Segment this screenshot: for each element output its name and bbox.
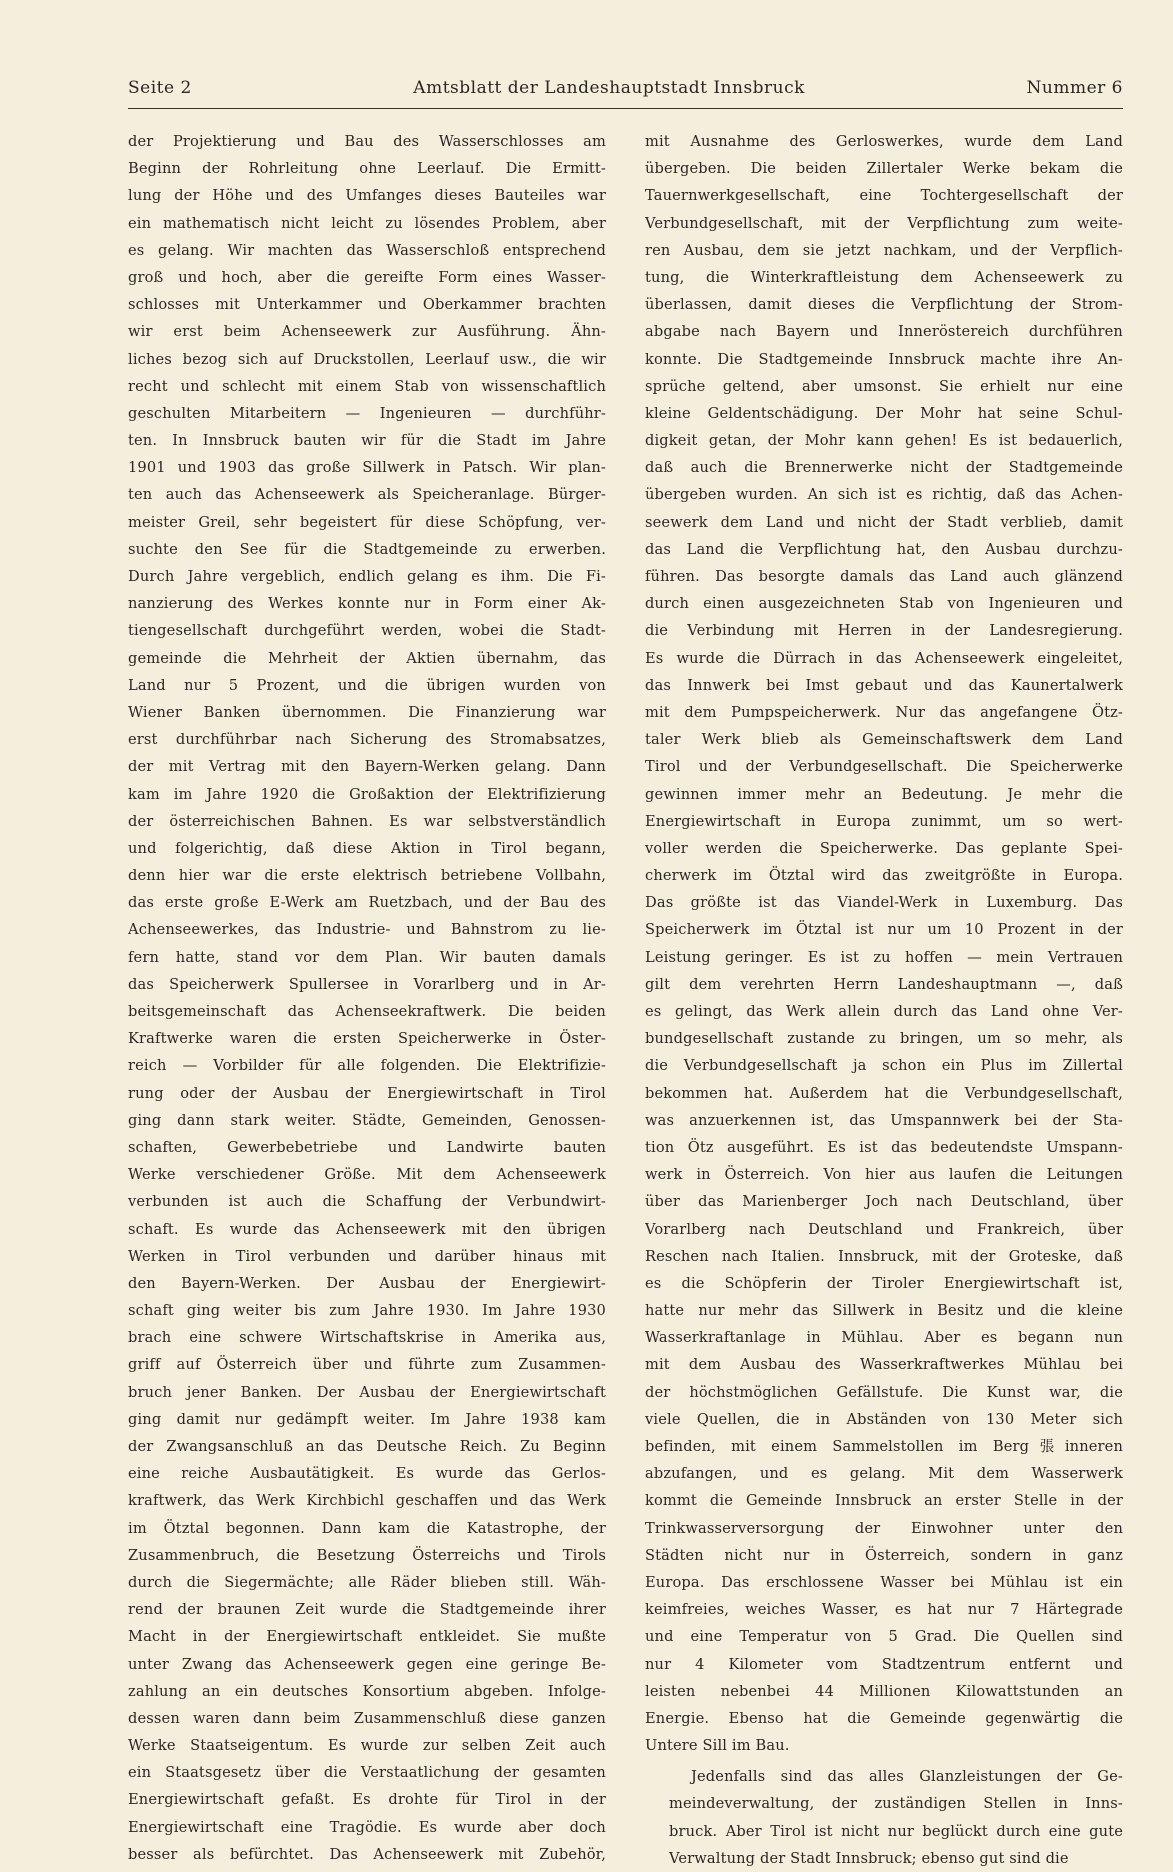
text-line: beitsgemeinschaft das Achenseekraftwerk. Die beiden: [128, 1003, 606, 1020]
text-line: abzufangen, und es gelang. Mit dem Wasserwerk: [645, 1465, 1123, 1483]
text-line: groß und hoch, aber die gereifte Form eines Wasser-: [128, 268, 606, 286]
text-line: wir erst beim Achenseewerk zur Ausführung. Ähn-: [128, 323, 606, 341]
text-line: der mit Vertrag mit den Bayern-Werken gelang. Dann: [128, 758, 606, 776]
text-line: die Verbindung mit Herren in der Landesregierung.: [645, 622, 1123, 640]
text-line: die Verbundgesellschaft ja schon ein Plus im Zillertal: [645, 1057, 1123, 1075]
text-line: das Speicherwerk Spullersee in Vorarlberg und in Ar-: [128, 975, 606, 993]
text-line: Werken in Tirol verbunden und darüber hinaus mit: [128, 1247, 606, 1265]
text-line: nur 4 Kilometer vom Stadtzentrum entfernt und: [645, 1655, 1123, 1673]
text-line: das erste große E-Werk am Ruetzbach, und der Bau des: [128, 894, 606, 912]
text-line: verbunden ist auch die Schaffung der Verbundwirt-: [128, 1193, 606, 1211]
text-line: mit Ausnahme des Gerloswerkes, wurde dem Land: [645, 133, 1123, 150]
text-line: und eine Temperatur von 5 Grad. Die Quellen sind: [645, 1628, 1123, 1646]
text-line: unter Zwang das Achenseewerk gegen eine geringe Be-: [128, 1655, 606, 1673]
text-line: das Innwerk bei Imst gebaut und das Kaunertalwerk: [645, 676, 1123, 694]
text-line: Macht in der Energiewirtschaft entkleidet. Sie mußte: [128, 1628, 606, 1646]
text-line: sprüche geltend, aber umsonst. Sie erhielt nur eine: [645, 377, 1123, 395]
text-line: es gelingt, das Werk allein durch das Land ohne Ver-: [645, 1003, 1123, 1020]
text-line: Speicherwerk im Ötztal ist nur um 10 Prozent in der: [645, 921, 1123, 939]
text-line: Verwaltung der Stadt Innsbruck; ebenso gut sind die: [669, 1849, 1069, 1867]
header-rule: [128, 108, 1123, 109]
text-line: den Bayern-Werken. Der Ausbau der Energiewirt-: [128, 1274, 606, 1292]
text-line: Städten nicht nur in Österreich, sondern in ganz: [645, 1546, 1123, 1564]
text-line: reich — Vorbilder für alle folgenden. Die Elektrifizie-: [128, 1057, 606, 1075]
text-line: gilt dem verehrten Herrn Landeshauptmann —, daß: [645, 975, 1123, 993]
text-line: Werke verschiedener Größe. Mit dem Achenseewerk: [128, 1166, 606, 1184]
text-line: Tauernwerkgesellschaft, eine Tochtergesellschaft der: [645, 187, 1123, 205]
text-line: Vorarlberg nach Deutschland und Frankreich, über: [645, 1220, 1123, 1238]
text-line: das Land die Verpflichtung hat, den Ausbau durchzu-: [645, 540, 1123, 558]
text-line: gewinnen immer mehr an Bedeutung. Je mehr die: [645, 785, 1123, 803]
text-line: ten. In Innsbruck bauten wir für die Stadt im Jahre: [128, 432, 606, 450]
text-line: schlosses mit Unterkammer und Oberkammer brachten: [128, 296, 606, 314]
text-line: Untere Sill im Bau.: [645, 1737, 790, 1755]
text-line: Durch Jahre vergeblich, endlich gelang es ihm. Die Fi-: [128, 568, 606, 585]
text-line: digkeit getan, der Mohr kann gehen! Es ist bedauerlich,: [645, 432, 1123, 450]
text-line: Energiewirtschaft eine Tragödie. Es wurde aber doch: [128, 1818, 606, 1836]
text-line: Wiener Banken übernommen. Die Finanzierung war: [128, 703, 606, 721]
text-line: zahlung an ein deutsches Konsortium abgeben. Infolge-: [128, 1682, 606, 1700]
text-line: kommt die Gemeinde Innsbruck an erster Stelle in der: [645, 1492, 1123, 1510]
text-line: griff auf Österreich über und führte zum Zusammen-: [128, 1356, 606, 1374]
text-line: Verbundgesellschaft, mit der Verpflichtung zum weite-: [645, 214, 1123, 232]
text-line: ging dann stark weiter. Städte, Gemeinden, Genossen-: [128, 1111, 606, 1129]
text-line: hatte nur mehr das Sillwerk in Besitz und die kleine: [645, 1302, 1123, 1320]
text-line: keimfreies, weiches Wasser, es hat nur 7 Härtegrade: [645, 1601, 1123, 1619]
text-line: der Zwangsanschluß an das Deutsche Reich. Zu Beginn: [128, 1438, 606, 1455]
text-line: schaft. Es wurde das Achenseewerk mit den übrigen: [128, 1220, 606, 1238]
text-line: bruch jener Banken. Der Ausbau der Energiewirtschaft: [128, 1383, 606, 1401]
text-line: kraftwerk, das Werk Kirchbichl geschaffen und das Werk: [128, 1492, 606, 1510]
text-line: ren Ausbau, dem sie jetzt nachkam, und der Verpflich-: [645, 241, 1123, 259]
text-line: befinden, mit einem Sammelstollen im Berg張inneren: [645, 1438, 1123, 1455]
text-line: ein mathematisch nicht leicht zu lösendes Problem, aber: [128, 214, 606, 232]
text-line: denn hier war die erste elektrisch betriebene Vollbahn,: [128, 867, 606, 885]
text-line: ging damit nur gedämpft weiter. Im Jahre 1938 kam: [128, 1410, 606, 1428]
text-line: 1901 und 1903 das große Sillwerk in Patsch. Wir plan-: [128, 459, 606, 477]
text-line: überlassen, damit dieses die Verpflichtung der Strom-: [645, 296, 1123, 314]
text-line: mit dem Pumpspeicherwerk. Nur das angefangene Ötz-: [645, 703, 1123, 721]
text-line: es gelang. Wir machten das Wasserschloß entsprechend: [128, 241, 606, 259]
text-line: erst durchführbar nach Sicherung des Stromabsatzes,: [128, 731, 606, 749]
text-line: rung oder der Ausbau der Energiewirtschaft in Tirol: [128, 1084, 606, 1102]
text-line: tiengesellschaft durchgeführt werden, wobei die Stadt-: [128, 622, 606, 640]
text-line: daß auch die Brennerwerke nicht der Stadtgemeinde: [645, 459, 1123, 477]
text-line: bruck. Aber Tirol ist nicht nur beglückt durch eine gute: [669, 1822, 1123, 1840]
page-number: Seite 2: [128, 78, 192, 98]
text-line: im Ötztal begonnen. Dann kam die Katastrophe, der: [128, 1519, 606, 1537]
left-column: [128, 128, 606, 1868]
text-line: es die Schöpferin der Tiroler Energiewirtschaft ist,: [645, 1274, 1123, 1292]
text-line: leisten nebenbei 44 Millionen Kilowattstunden an: [645, 1682, 1123, 1700]
text-line: recht und schlecht mit einem Stab von wissenschaftlich: [128, 377, 606, 395]
text-line: kleine Geldentschädigung. Der Mohr hat seine Schul-: [645, 404, 1123, 422]
text-line: geschulten Mitarbeitern — Ingenieuren — durchführ-: [128, 404, 606, 422]
text-line: durch die Siegermächte; alle Räder blieben still. Wäh-: [128, 1573, 606, 1591]
text-line: mit dem Ausbau des Wasserkraftwerkes Mühlau bei: [645, 1356, 1123, 1374]
text-line: werk in Österreich. Von hier aus laufen die Leitungen: [645, 1166, 1123, 1184]
text-line: Energie. Ebenso hat die Gemeinde gegenwärtig die: [645, 1709, 1123, 1727]
text-line: Reschen nach Italien. Innsbruck, mit der Groteske, daß: [645, 1247, 1123, 1265]
text-line: Wasserkraftanlage in Mühlau. Aber es begann nun: [645, 1329, 1123, 1347]
text-line: Europa. Das erschlossene Wasser bei Mühlau ist ein: [645, 1573, 1123, 1591]
right-paragraph-2: [645, 1763, 1123, 1872]
text-line: kam im Jahre 1920 die Großaktion der Elektrifizierung: [128, 785, 606, 803]
text-line: schaften, Gewerbebetriebe und Landwirte bauten: [128, 1138, 606, 1156]
issue-number: Nummer 6: [1026, 78, 1123, 98]
text-line: konnte. Die Stadtgemeinde Innsbruck machte ihre An-: [645, 350, 1123, 368]
text-line: voller werden die Speicherwerke. Das geplante Spei-: [645, 839, 1123, 857]
text-line: schaft ging weiter bis zum Jahre 1930. Im Jahre 1930: [128, 1302, 606, 1320]
text-line: und folgerichtig, daß diese Aktion in Tirol begann,: [128, 839, 606, 857]
text-line: ein Staatsgesetz über die Verstaatlichung der gesamten: [128, 1764, 606, 1782]
text-line: bekommen hat. Außerdem hat die Verbundgesellschaft,: [645, 1084, 1123, 1102]
text-line: Zusammenbruch, die Besetzung Österreichs und Tirols: [128, 1546, 606, 1564]
text-line: der österreichischen Bahnen. Es war selbstverständlich: [128, 812, 606, 830]
text-line: lung der Höhe und des Umfanges dieses Bauteiles war: [128, 187, 606, 205]
text-line: Kraftwerke waren die ersten Speicherwerke in Öster-: [128, 1030, 606, 1048]
text-line: Es wurde die Dürrach in das Achenseewerk eingeleitet,: [645, 649, 1123, 667]
text-line: bundgesellschaft zustande zu bringen, um so mehr, als: [645, 1030, 1123, 1048]
text-line: cherwerk im Ötztal wird das zweitgrößte in Europa.: [645, 867, 1123, 885]
text-line: meindeverwaltung, der zuständigen Stellen in Inns-: [669, 1795, 1123, 1813]
text-line: meister Greil, sehr begeistert für diese Schöpfung, ver-: [128, 513, 606, 531]
text-line: Tirol und der Verbundgesellschaft. Die Speicherwerke: [645, 758, 1123, 776]
text-line: Das größte ist das Viandel-Werk in Luxemburg. Das: [645, 894, 1123, 912]
text-line: führen. Das besorgte damals das Land auch glänzend: [645, 568, 1123, 585]
text-line: Land nur 5 Prozent, und die übrigen wurden von: [128, 676, 606, 694]
text-line: gemeinde die Mehrheit der Aktien übernahm, das: [128, 649, 606, 667]
text-line: besser als befürchtet. Das Achenseewerk mit Zubehör,: [128, 1845, 606, 1863]
text-line: viele Quellen, die in Abständen von 130 Meter sich: [645, 1410, 1123, 1428]
text-line: der höchstmöglichen Gefällstufe. Die Kunst war, die: [645, 1383, 1123, 1401]
text-line: Energiewirtschaft in Europa zunimmt, um so wert-: [645, 812, 1123, 830]
text-line: Werke Staatseigentum. Es wurde zur selben Zeit auch: [128, 1737, 606, 1755]
text-line: seewerk dem Land und nicht der Stadt verblieb, damit: [645, 513, 1123, 531]
text-line: Energiewirtschaft gefaßt. Es drohte für Tirol in der: [128, 1791, 606, 1809]
text-line: dessen waren dann beim Zusammenschluß diese ganzen: [128, 1709, 606, 1727]
article-body: [128, 128, 1123, 1867]
text-line: übergeben. Die beiden Zillertaler Werke bekam die: [645, 160, 1123, 178]
text-line: durch einen ausgezeichneten Stab von Ingenieuren und: [645, 595, 1123, 613]
text-line: tung, die Winterkraftleistung dem Achenseewerk zu: [645, 268, 1123, 286]
page-header: [128, 78, 1123, 104]
text-line: Achenseewerkes, das Industrie- und Bahnstrom zu lie-: [128, 921, 606, 939]
text-line: der Projektierung und Bau des Wasserschlosses am: [128, 133, 606, 150]
text-line: brach eine schwere Wirtschaftskrise in Amerika aus,: [128, 1329, 606, 1347]
text-line: nanzierung des Werkes konnte nur in Form einer Ak-: [128, 595, 606, 613]
text-line: ten auch das Achenseewerk als Speicheranlage. Bürger-: [128, 486, 606, 504]
text-line: abgabe nach Bayern und Inneröstereich durchführen: [645, 323, 1123, 341]
text-line: was anzuerkennen ist, das Umspannwerk bei der Sta-: [645, 1111, 1123, 1129]
text-line: suchte den See für die Stadtgemeinde zu erwerben.: [128, 540, 606, 558]
text-line: Trinkwasserversorgung der Einwohner unter den: [645, 1519, 1123, 1537]
text-line: liches bezog sich auf Druckstollen, Leerlauf usw., die wir: [128, 350, 606, 368]
text-line: übergeben wurden. An sich ist es richtig, daß das Achen-: [645, 486, 1123, 504]
text-line: fern hatte, stand vor dem Plan. Wir bauten damals: [128, 948, 606, 966]
text-line: rend der braunen Zeit wurde die Stadtgemeinde ihrer: [128, 1601, 606, 1619]
publication-title: Amtsblatt der Landeshauptstadt Innsbruck: [413, 78, 805, 98]
text-line: Beginn der Rohrleitung ohne Leerlauf. Die Ermitt-: [128, 160, 606, 178]
right-paragraph-1: [645, 128, 1123, 1759]
text-line: über das Marienberger Joch nach Deutschland, über: [645, 1193, 1123, 1211]
text-line: Jedenfalls sind das alles Glanzleistungen der Ge-: [691, 1768, 1123, 1786]
right-column: [645, 128, 1123, 1872]
text-line: tion Ötz ausgeführt. Es ist das bedeutendste Umspann-: [645, 1138, 1123, 1156]
text-line: Leistung geringer. Es ist zu hoffen — mein Vertrauen: [645, 948, 1123, 966]
text-line: taler Werk blieb als Gemeinschaftswerk dem Land: [645, 731, 1123, 749]
text-line: eine reiche Ausbautätigkeit. Es wurde das Gerlos-: [128, 1465, 606, 1483]
